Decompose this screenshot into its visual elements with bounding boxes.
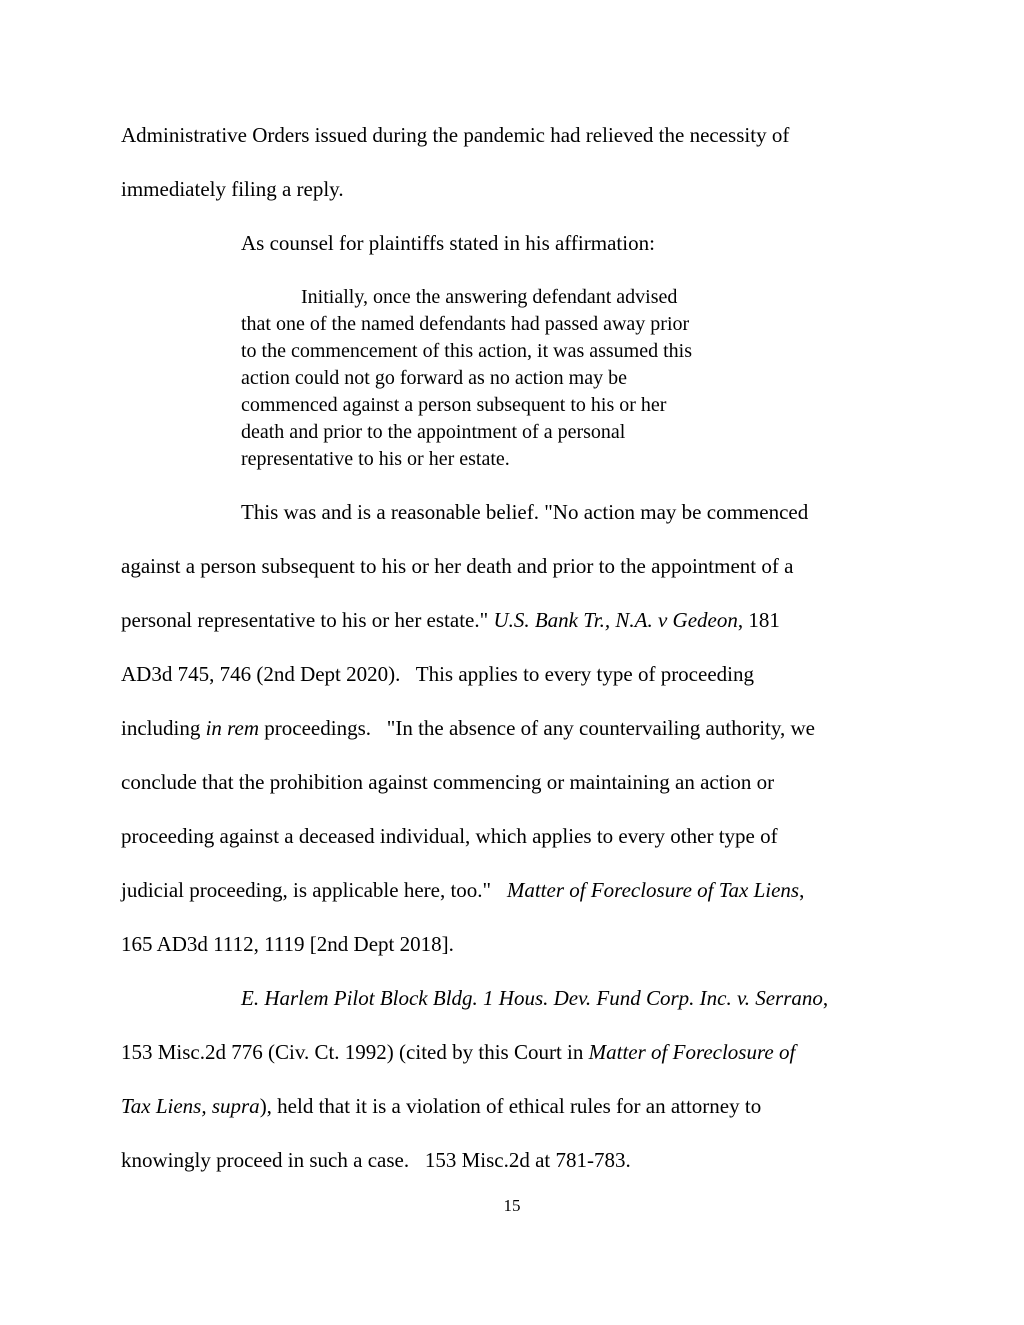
block-quote-line: death and prior to the appointment of a personal — [241, 421, 626, 443]
paragraph-2-line-9: 165 AD3d 1112, 1119 [2nd Dept 2018]. — [121, 932, 454, 956]
block-quote-line: to the commencement of this action, it was assumed this — [241, 340, 693, 362]
case-citation: E. Harlem Pilot Block Bldg. 1 Hous. Dev. Fund Corp. Inc. v. Serrano — [241, 986, 823, 1010]
case-citation: Matter of Foreclosure of Tax Liens — [506, 878, 800, 902]
paragraph-2-line-6: conclude that the prohibition against commencing or maintaining an action or — [121, 770, 775, 794]
block-quote-line: commenced against a person subsequent to his or her — [241, 394, 667, 416]
text-span: including — [121, 716, 206, 740]
block-quote-line: action could not go forward as no action may be — [241, 367, 627, 389]
paragraph-2-line-5 — [121, 716, 815, 740]
paragraph-2-line-1: This was and is a reasonable belief. "No action may be commenced — [241, 500, 809, 524]
paragraph-3-line-2 — [121, 1040, 795, 1064]
text-span: , 181 — [737, 608, 780, 632]
text-span: ), held that it is a violation of ethical rules for an attorney to — [259, 1094, 762, 1118]
case-citation: U.S. Bank Tr., N.A. v Gedeon — [493, 608, 738, 632]
block-quote-line: that one of the named defendants had passed away prior — [241, 313, 690, 335]
paragraph-2-line-3 — [121, 608, 780, 632]
paragraph-2-line-2: against a person subsequent to his or her death and prior to the appointment of a — [121, 554, 794, 578]
paragraph-3-line-3 — [121, 1094, 761, 1118]
paragraph-3-line-1 — [241, 986, 828, 1010]
block-quote-line: representative to his or her estate. — [241, 448, 510, 470]
block-quote-line: Initially, once the answering defendant advised — [301, 286, 678, 308]
paragraph-2-line-4: AD3d 745, 746 (2nd Dept 2020). This applies to every type of proceeding — [121, 662, 754, 686]
quote-intro: As counsel for plaintiffs stated in his affirmation: — [241, 231, 655, 255]
paragraph-1-line-2: immediately filing a reply. — [121, 177, 344, 201]
paragraph-1-line-1: Administrative Orders issued during the pandemic had relieved the necessity of — [121, 123, 790, 147]
case-citation: Matter of Foreclosure of — [588, 1040, 796, 1064]
text-span: , — [822, 986, 829, 1010]
text-span: personal representative to his or her estate." — [121, 608, 494, 632]
text-span: judicial proceeding, is applicable here, too." — [121, 878, 507, 902]
latin-term: in rem — [205, 716, 260, 740]
paragraph-3-line-4: knowingly proceed in such a case. 153 Misc.2d at 781-783. — [121, 1148, 631, 1172]
text-span: proceedings. "In the absence of any countervailing authority, we — [259, 716, 815, 740]
page-number: 15 — [503, 1196, 521, 1215]
case-citation: Tax Liens, supra — [121, 1094, 260, 1118]
paragraph-2-line-7: proceeding against a deceased individual, which applies to every other type of — [121, 824, 778, 848]
paragraph-2-line-8 — [121, 878, 804, 902]
text-span: 153 Misc.2d 776 (Civ. Ct. 1992) (cited by this Court in — [121, 1040, 589, 1064]
text-span: , — [799, 878, 805, 902]
